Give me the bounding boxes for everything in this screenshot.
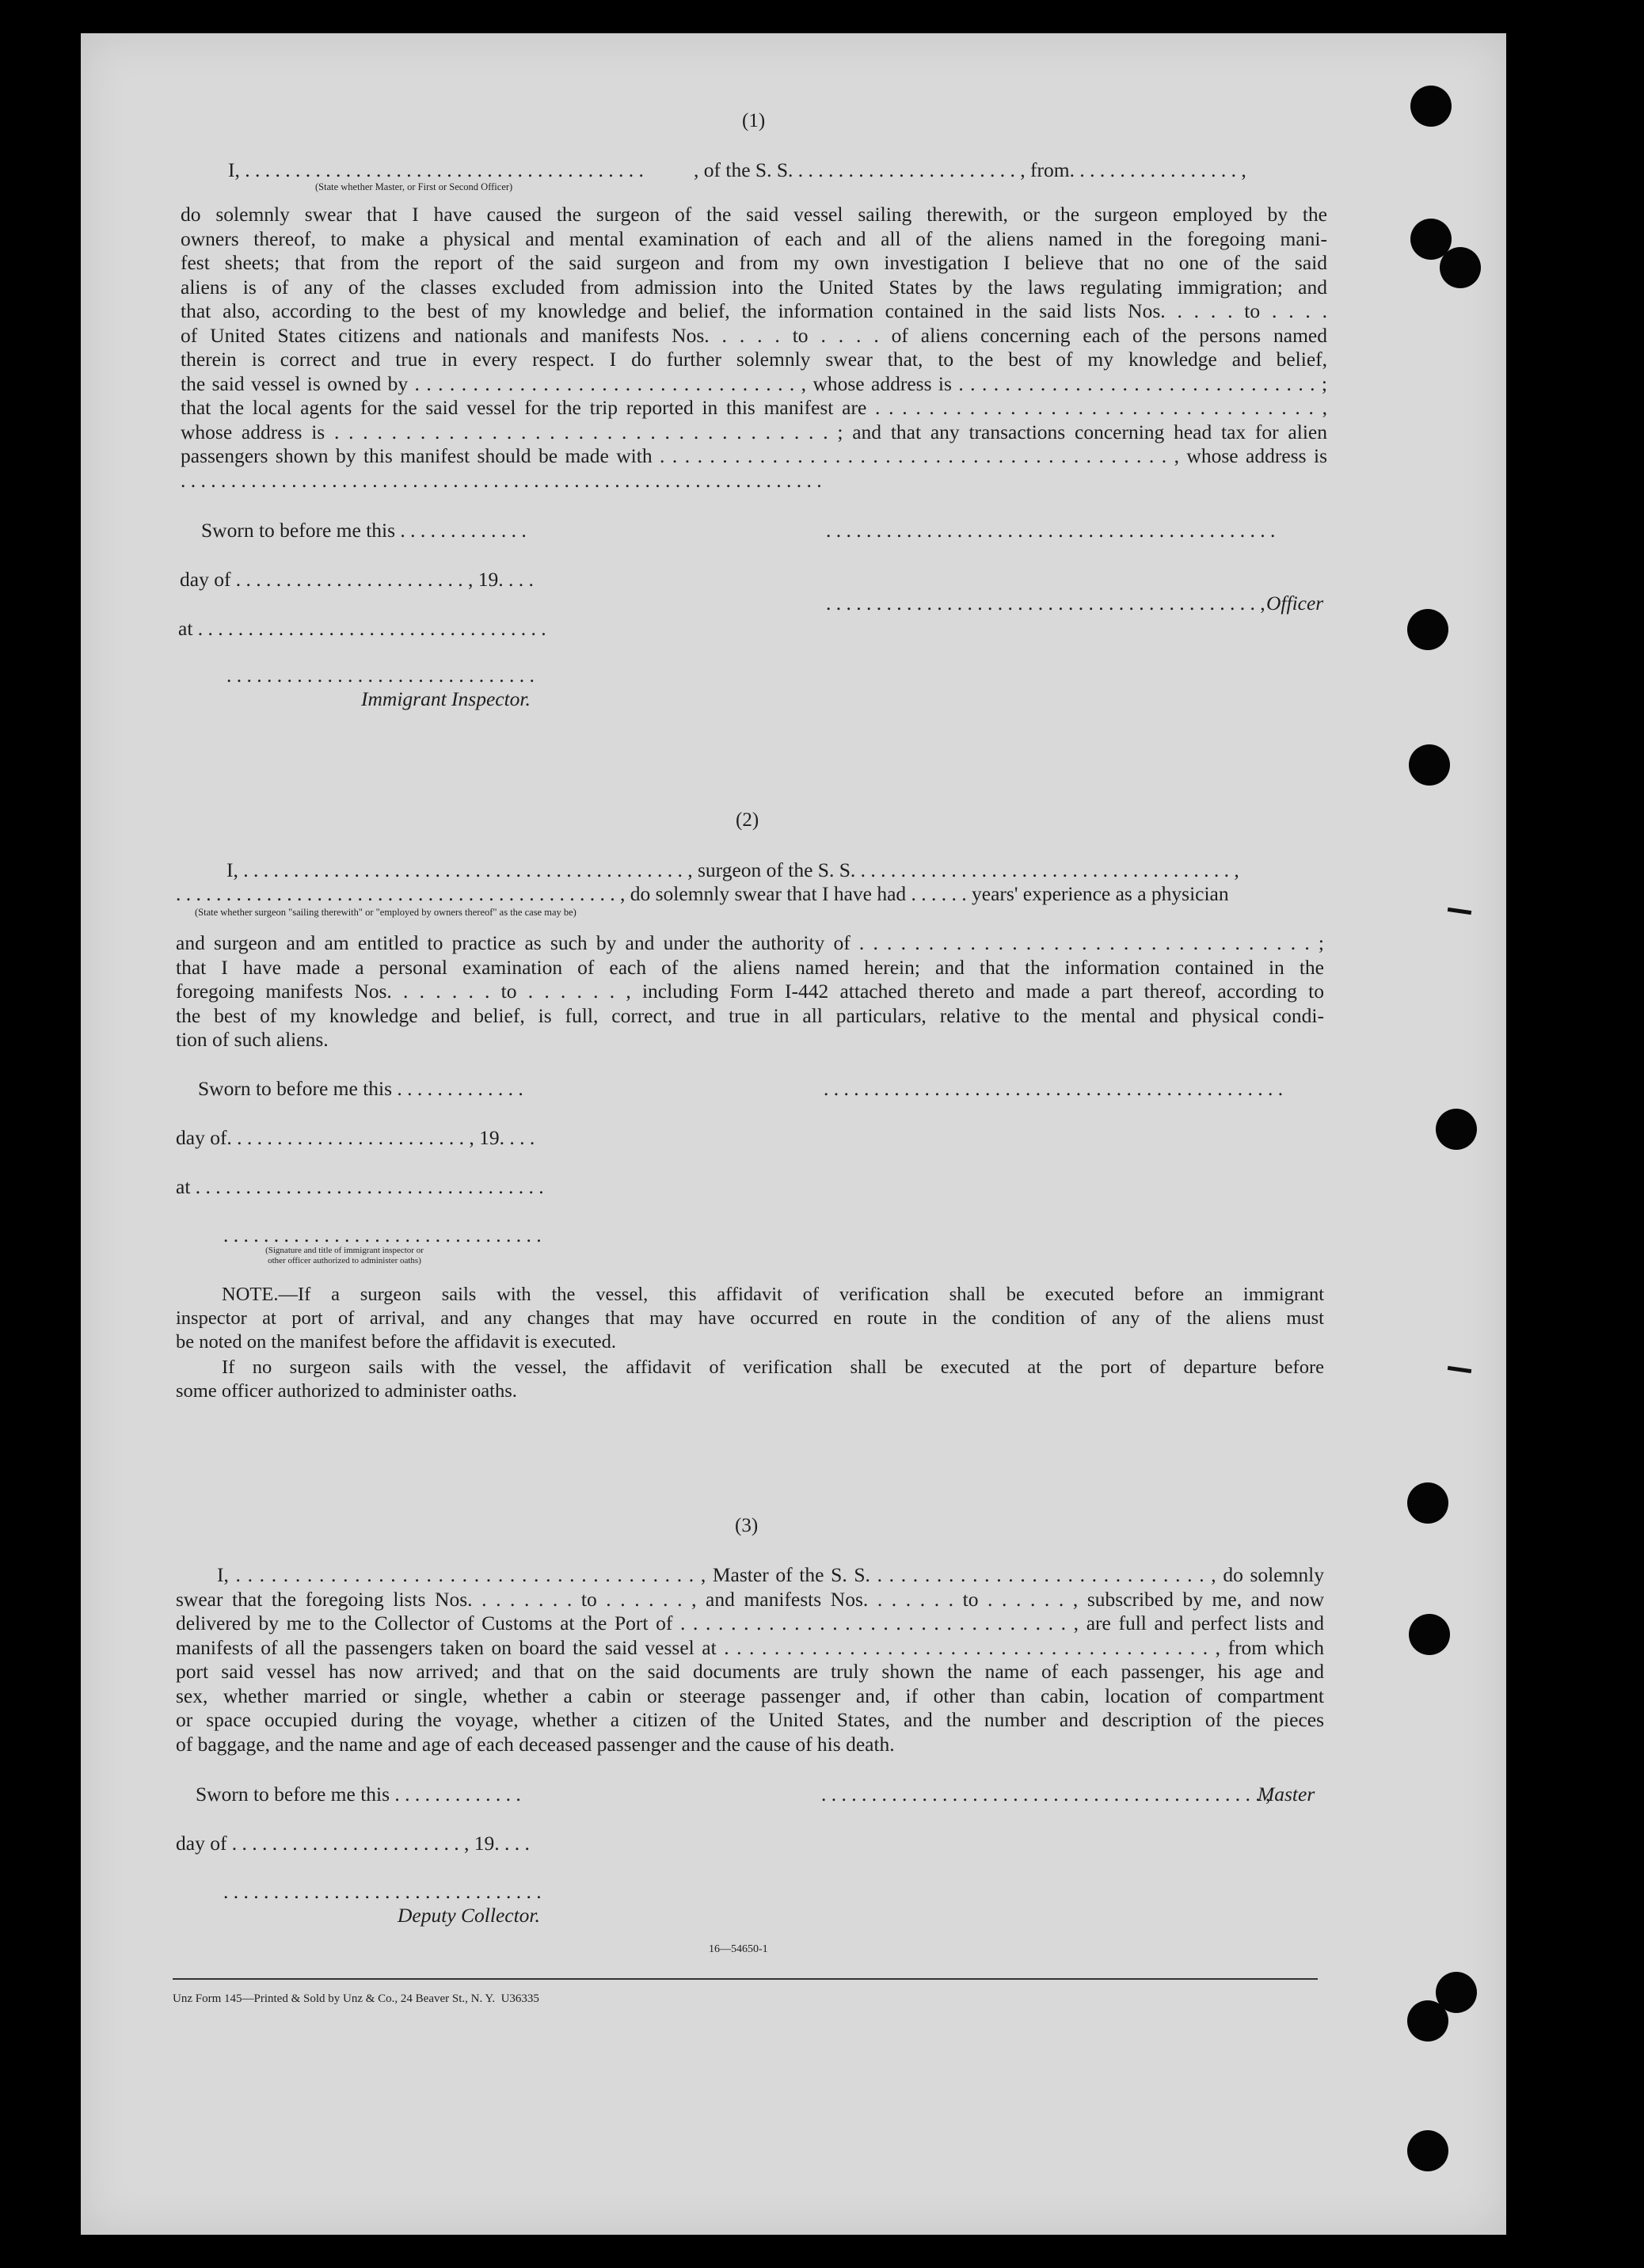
officer-dots: . . . . . . . . . . . . . . . . . . . . . . . . . . . . . . . . . . . . . . . . . . . , [826,592,1265,615]
text-line: do solemnly swear that I have caused the surgeon of the said vessel sailing therewith, or the surgeon employed by the [181,203,1327,226]
text-line: passengers shown by this manifest should be made with . . . . . . . . . . . . . . . . . . . . . . . . . . . . . . . . . . . . . . . . . , whose address is [181,444,1327,467]
text-line: owners thereof, to make a physical and mental examination of each and all of the aliens named in the foregoing mani- [181,226,1327,250]
text-line: be noted on the manifest before the affidavit is executed. [176,1331,617,1353]
day-of-line-3: day of . . . . . . . . . . . . . . . . . . . . . . . , 19. . . . [176,1832,530,1855]
signature-line-2: . . . . . . . . . . . . . . . . . . . . . . . . . . . . . . . . . . . . . . . . . . . . . . [824,1077,1284,1100]
text-line: foregoing manifests Nos. . . . . . . to . . . . . . , including Form I-442 attached thereto and made a part thereof, according to [176,980,1324,1003]
text-line: I, . . . . . . . . . . . . . . . . . . . . . . . . . . . . . . . . . . . . . . . , Master of the S. S. . . . . . . . . . . . . . . . . . . . . . . . . . . . . , do solemnly [217,1563,1324,1586]
text-line: that I have made a personal examination of each of the aliens named herein; and that the information contained in the [176,955,1324,979]
surgeon-line-2: . . . . . . . . . . . . . . . . . . . . . . . . . . . . . . . . . . . . . . . . . . . . , do solemnly swear that I have had . . . . . . years' experience as a physician [176,882,1229,905]
surgeon-line-1: I, . . . . . . . . . . . . . . . . . . . . . . . . . . . . . . . . . . . . . . . . . . . . , surgeon of the S. S. . . . . . . . . . . . . . . . . . . . . . . . . . . . . . . . . . . . . . , [226,858,1239,881]
binder-hole [1409,1614,1450,1655]
officer-signature-line: . . . . . . . . . . . . . . . . . . . . . . . . . . . . . . . . . . . . . . . . . . . . . [826,519,1276,542]
sworn-line-2: Sworn to before me this . . . . . . . . . . . . . [198,1077,523,1100]
collector-label: Deputy Collector. [398,1904,540,1927]
text-line: delivered by me to the Collector of Customs at the Port of . . . . . . . . . . . . . . . . . . . . . . . . . . . . . . . , are full and perfect lists and [176,1612,1324,1634]
text-line: that also, according to the best of my knowledge and belief, the information contained in the said lists Nos. . . . . to . . . . [181,299,1327,322]
binder-hole [1436,1109,1477,1150]
day-of-line-2: day of. . . . . . . . . . . . . . . . . . . . . . . . , 19. . . . [176,1126,535,1149]
text-line: . . . . . . . . . . . . . . . . . . . . . . . . . . . . . . . . . . . . . . . . . . . . . . . . . . . . . . . . . . . . . . . . [181,468,822,492]
text-line: whose address is . . . . . . . . . . . . . . . . . . . . . . . . . . . . . . . . . . . ; and that any transactions concerning head tax for alien [181,420,1327,443]
binder-hole [1407,1482,1448,1524]
sworn-line: Sworn to before me this . . . . . . . . . . . . . [201,519,527,542]
signature-note: (Signature and title of immigrant inspector or other officer authorized to administer oaths) [265,1246,424,1265]
text-line: fest sheets; that from the report of the said surgeon and from my own investigation I believe that no one of the said [181,251,1327,274]
binder-hole [1409,744,1450,786]
text-line: therein is correct and true in every respect. I do further solemnly swear that, to the best of my knowledge and belief, [181,348,1327,371]
binder-hole [1410,86,1452,127]
text-line: port said vessel has now arrived; and that on the said documents are truly shown the name of each passenger, his age and [176,1660,1324,1683]
text-line: swear that the foregoing lists Nos. . . . . . . . to . . . . . . , and manifests Nos. . . . . . . to . . . . . . , subscribed by me, and now [176,1587,1324,1611]
officer-note: (State whether Master, or First or Second Officer) [315,181,513,192]
form-number: 16—54650-1 [709,1943,768,1955]
inspector-label: Immigrant Inspector. [361,687,531,710]
text-line: and surgeon and am entitled to practice as such by and under the authority of . . . . . . . . . . . . . . . . . . . . . . . . . . . . . . . . . ; [176,931,1324,954]
text-line: inspector at port of arrival, and any changes that may have occurred en route in the condition of any of the aliens must [176,1307,1324,1329]
text-line: the best of my knowledge and belief, is full, correct, and true in all particulars, relative to the mental and physical condi- [176,1003,1324,1027]
binder-hole [1440,247,1481,288]
text-line: aliens is of any of the classes excluded from admission into the United States by the laws regulating immigration; and [181,275,1327,299]
at-line-2: at . . . . . . . . . . . . . . . . . . . . . . . . . . . . . . . . . . . [176,1175,544,1198]
collector-signature-dots: . . . . . . . . . . . . . . . . . . . . . . . . . . . . . . . . [223,1880,542,1903]
text-line: of United States citizens and nationals and manifests Nos. . . . . to . . . . of aliens concerning each of the persons named [181,323,1327,347]
master-name-field: I, . . . . . . . . . . . . . . . . . . . . . . . . . . . . . . . . . . . . . . . . [228,158,644,181]
text-line: some officer authorized to administer oaths. [176,1380,517,1402]
day-of-line: day of . . . . . . . . . . . . . . . . . . . . . . . , 19. . . . [180,568,534,591]
binder-hole [1407,2130,1448,2171]
text-line: the said vessel is owned by . . . . . . . . . . . . . . . . . . . . . . . . . . . . . . . . . , whose address is . . . . . . . . . . . . . . . . . . . . . . . . . . . . . . . ; [181,371,1327,395]
text-line: manifests of all the passengers taken on board the said vessel at . . . . . . . . . . . . . . . . . . . . . . . . . . . . . . . . . . . . . . . , from which [176,1635,1324,1659]
footer-rule [173,1978,1318,1980]
master-label: Master [1258,1783,1315,1806]
vessel-from-field: , of the S. S. . . . . . . . . . . . . . . . . . . . . . . , from. . . . . . . . . . . . . . . . . , [694,158,1246,181]
text-line: sex, whether married or single, whether a cabin or steerage passenger and, if other than cabin, location of compartment [176,1684,1324,1707]
master-signature-dots: . . . . . . . . . . . . . . . . . . . . . . . . . . . . . . . . . . . . . . . . . . . . , [821,1783,1271,1806]
text-line: tion of such aliens. [176,1028,329,1051]
text-line: NOTE.—If a surgeon sails with the vessel, this affidavit of verification shall be executed before an immigrant [222,1284,1324,1305]
section-3-number: (3) [735,1515,759,1536]
binder-hole [1407,2000,1448,2042]
text-line: that the local agents for the said vessel for the trip reported in this manifest are . . . . . . . . . . . . . . . . . . . . . . . . . . . . . . . . . , [181,396,1327,419]
officer-label: Officer [1266,592,1324,615]
at-line: at . . . . . . . . . . . . . . . . . . . . . . . . . . . . . . . . . . . [178,617,546,640]
sworn-line-3: Sworn to before me this . . . . . . . . . . . . . [196,1783,521,1806]
section-2-number: (2) [736,809,759,831]
printer-credit: Unz Form 145—Printed & Sold by Unz & Co., 24 Beaver St., N. Y. U36335 [173,1992,539,2005]
inspector-signature-dots-2: . . . . . . . . . . . . . . . . . . . . . . . . . . . . . . . . [223,1223,542,1246]
section-1-number: (1) [742,110,766,131]
text-line: If no surgeon sails with the vessel, the affidavit of verification shall be executed at the port of departure before [222,1357,1324,1378]
text-line: of baggage, and the name and age of each deceased passenger and the cause of his death. [176,1732,895,1756]
inspector-signature-dots: . . . . . . . . . . . . . . . . . . . . . . . . . . . . . . . [226,664,535,687]
surgeon-note: (State whether surgeon "sailing therewith" or "employed by owners thereof" as the case may be) [195,907,577,918]
binder-hole [1407,609,1448,650]
text-line: or space occupied during the voyage, whether a citizen of the United States, and the number and description of the pieces [176,1708,1324,1731]
